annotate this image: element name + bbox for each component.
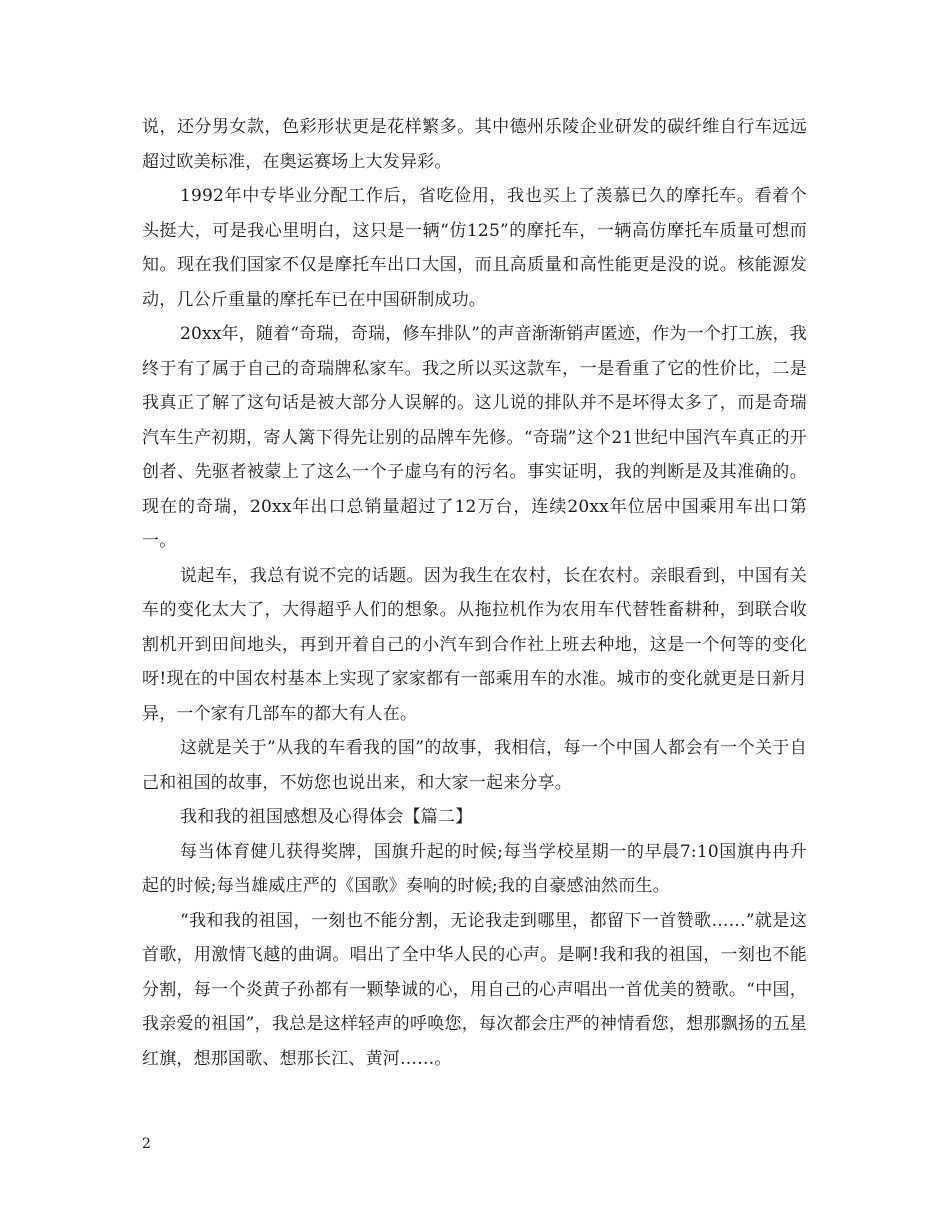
paragraph-5: 这就是关于”从我的车看我的国”的故事，我相信，每一个中国人都会有一个关于自己和祖国的故事，不妨您也说出来，和大家一起来分享。 bbox=[142, 738, 807, 793]
paragraph-2: 1992年中专毕业分配工作后，省吃俭用，我也买上了羡慕已久的摩托车。看着个头挺大，可是我心里明白，这只是一辆“仿125”的摩托车，一辆高仿摩托车质量可想而知。现在我们国家不仅是摩托车出口大国，而且高质量和高性能更是没的说。核能源发动，几公斤重量的摩托车已在中国研制成功。 bbox=[142, 186, 807, 310]
paragraph-1: 说，还分男女款，色彩形状更是花样繁多。其中德州乐陵企业研发的碳纤维自行车远远超过欧美标准，在奥运赛场上大发异彩。 bbox=[142, 117, 807, 172]
page-number: 2 bbox=[142, 1136, 151, 1152]
paragraph-4: 说起车，我总有说不完的话题。因为我生在农村，长在农村。亲眼看到，中国有关车的变化太大了，大得超乎人们的想象。从拖拉机作为农用车代替牲畜耕种，到联合收割机开到田间地头，再到开着自己的小汽车到合作社上班去种地，这是一个何等的变化呀!现在的中国农村基本上实现了家家都有一部乘用车的水准。城市的变化就更是日新月异，一个家有几部车的都大有人在。 bbox=[142, 565, 807, 724]
document-body bbox=[142, 110, 807, 1076]
paragraph-6: 每当体育健儿获得奖牌，国旗升起的时候;每当学校星期一的早晨7:10国旗冉冉升起的时候;每当雄威庄严的《国歌》奏响的时候;我的自豪感油然而生。 bbox=[142, 841, 807, 896]
paragraph-3: 20xx年，随着“奇瑞，奇瑞，修车排队”的声音渐渐销声匿迹，作为一个打工族，我终于有了属于自己的奇瑞牌私家车。我之所以买这款车，一是看重了它的性价比，二是我真正了解了这句话是被大部分人误解的。这儿说的排队并不是坏得太多了，而是奇瑞汽车生产初期，寄人篱下得先让别的品牌车先修。“奇瑞”这个21世纪中国汽车真正的开创者、先驱者被蒙上了这么一个子虚乌有的污名。事实证明，我的判断是及其准确的。现在的奇瑞，20xx年出口总销量超过了12万台，连续20xx年位居中国乘用车出口第一。 bbox=[142, 324, 807, 551]
section-heading: 我和我的祖国感想及心得体会【篇二】 bbox=[180, 807, 473, 827]
paragraph-7: “我和我的祖国，一刻也不能分割，无论我走到哪里，都留下一首赞歌……”就是这首歌，用激情飞越的曲调。唱出了全中华人民的心声。是啊!我和我的祖国，一刻也不能分割，每一个炎黄子孙都有一颗挚诚的心，用自己的心声唱出一首优美的赞歌。“中国，我亲爱的祖国”，我总是这样轻声的呼唤您，每次都会庄严的神情看您，想那飘扬的五星红旗，想那国歌、想那长江、黄河……。 bbox=[142, 910, 807, 1069]
